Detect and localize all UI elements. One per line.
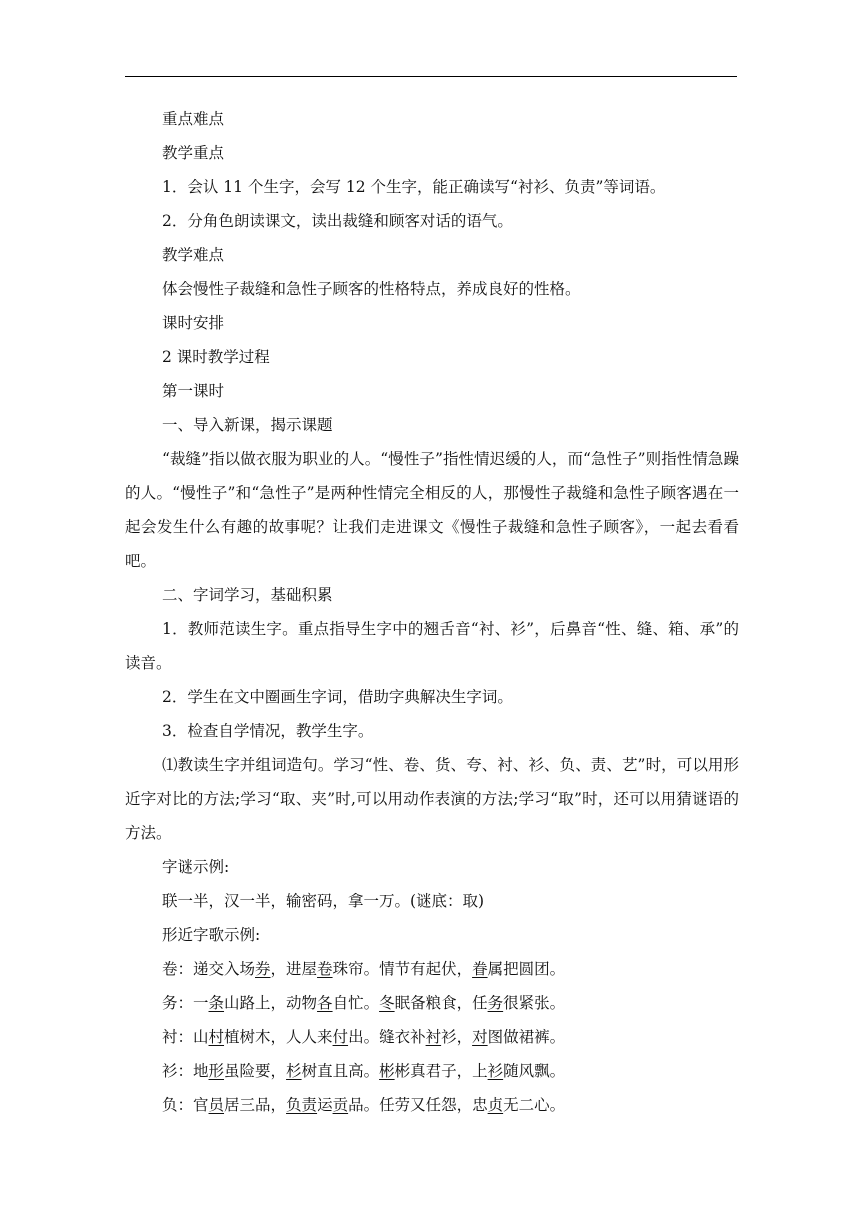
schedule-text: 2 课时教学过程 [162, 348, 270, 366]
song-text: 务：一 [162, 994, 209, 1012]
song-text: 植树木，人人来 [224, 1028, 333, 1046]
song-text: 卷：递交入场 [162, 960, 256, 978]
section-heading-teaching-focus: 教学重点 [162, 144, 225, 162]
song-line [125, 1088, 739, 1122]
lesson-one-heading: 第一课时 [162, 382, 225, 400]
underlined-char: 券 [255, 960, 271, 978]
underlined-char: 卷 [317, 960, 333, 978]
part-two-heading: 二、字词学习，基础积累 [162, 586, 333, 604]
song-text: 自忙。 [332, 994, 380, 1012]
song-text: 很紧张。 [503, 994, 566, 1012]
song-text: ，进屋 [270, 960, 318, 978]
song-text: 图做裙裤。 [487, 1028, 566, 1046]
song-text: 眠备粮食，任 [394, 994, 488, 1012]
similar-char-heading: 形近字歌示例: [162, 926, 261, 944]
focus-item-2: 2．分角色朗读课文，读出裁缝和顾客对话的语气。 [162, 212, 513, 230]
song-text: 负：官 [162, 1096, 209, 1114]
difficulty-text: 体会慢性子裁缝和急性子顾客的性格特点，养成良好的性格。 [162, 280, 581, 298]
underlined-char: 贡 [332, 1096, 349, 1114]
step-2: 2．学生在文中圈画生字词，借助字典解决生字词。 [162, 688, 513, 706]
underlined-char: 冬 [379, 994, 395, 1012]
song-text: 属把圆团。 [487, 960, 566, 978]
sub-step-1: ⑴教读生字并组词造句。学习“性、卷、货、夸、衬、衫、负、责、艺”时，可以用形近字对比的方法;学习“取、夹”时,可以用动作表演的方法;学习“取”时，还可以用猜谜语的方法。 [125, 756, 739, 842]
header-rule [125, 76, 737, 77]
song-text: 彬真君子，上 [394, 1062, 488, 1080]
focus-item-1: 1．会认 11 个生字，会写 12 个生字，能正确读写“衬衫、负责”等词语。 [162, 178, 666, 196]
underlined-char: 彬 [379, 1062, 395, 1080]
song-text: 居三品， [224, 1096, 287, 1114]
underlined-char: 各 [317, 994, 333, 1012]
underlined-char: 眷 [472, 960, 488, 978]
song-text: 衫：地 [162, 1062, 209, 1080]
underlined-char: 贞 [487, 1096, 504, 1114]
section-heading-difficulty: 教学难点 [162, 246, 225, 264]
song-text: 衫， [441, 1028, 473, 1046]
underlined-char: 衬 [425, 1028, 442, 1046]
underlined-char: 员 [208, 1096, 225, 1114]
document-body [125, 102, 739, 1122]
song-text: 山路上，动物 [224, 994, 318, 1012]
step-1: 1．教师范读生字。重点指导生字中的翘舌音“衬、衫”，后鼻音“性、缝、箱、承”的读音。 [125, 620, 739, 672]
song-line [125, 1020, 739, 1054]
song-text: 随风飘。 [503, 1062, 566, 1080]
riddle-heading: 字谜示例: [162, 858, 230, 876]
song-line [125, 986, 739, 1020]
song-text: 珠帘。情节有起伏， [332, 960, 473, 978]
song-line [125, 952, 739, 986]
song-text: 品。任劳又任怨，忠 [348, 1096, 488, 1114]
underlined-char: 务 [487, 994, 504, 1012]
song-line [125, 1054, 739, 1088]
part-one-heading: 一、导入新课，揭示课题 [162, 416, 333, 434]
underlined-char: 村 [208, 1028, 225, 1046]
underlined-char: 衫 [487, 1062, 504, 1080]
step-3: 3．检查自学情况，教学生字。 [162, 722, 374, 740]
section-heading-key-points: 重点难点 [162, 110, 225, 128]
similar-char-songs [125, 952, 739, 1122]
underlined-char: 付 [332, 1028, 349, 1046]
song-text: 虽险要， [224, 1062, 287, 1080]
song-text: 出。缝衣补 [348, 1028, 426, 1046]
underlined-char: 形 [208, 1062, 225, 1080]
underlined-char: 负责 [286, 1096, 318, 1114]
section-heading-schedule: 课时安排 [162, 314, 225, 332]
song-text: 运 [317, 1096, 333, 1114]
song-text: 无二心。 [503, 1096, 566, 1114]
song-text: 树直且高。 [301, 1062, 380, 1080]
underlined-char: 对 [472, 1028, 488, 1046]
intro-paragraph: “裁缝”指以做衣服为职业的人。“慢性子”指性情迟缓的人，而“急性子”则指性情急躁的人。“慢性子”和“急性子”是两种性情完全相反的人，那慢性子裁缝和急性子顾客遇在一起会发生什么有趣的故事呢？让我们走进课文《慢性子裁缝和急性子顾客》，一起去看看吧。 [125, 450, 739, 570]
riddle-text: 联一半，汉一半，输密码，拿一万。(谜底：取) [162, 892, 485, 910]
underlined-char: 杉 [286, 1062, 302, 1080]
song-text: 衬：山 [162, 1028, 209, 1046]
underlined-char: 条 [208, 994, 225, 1012]
